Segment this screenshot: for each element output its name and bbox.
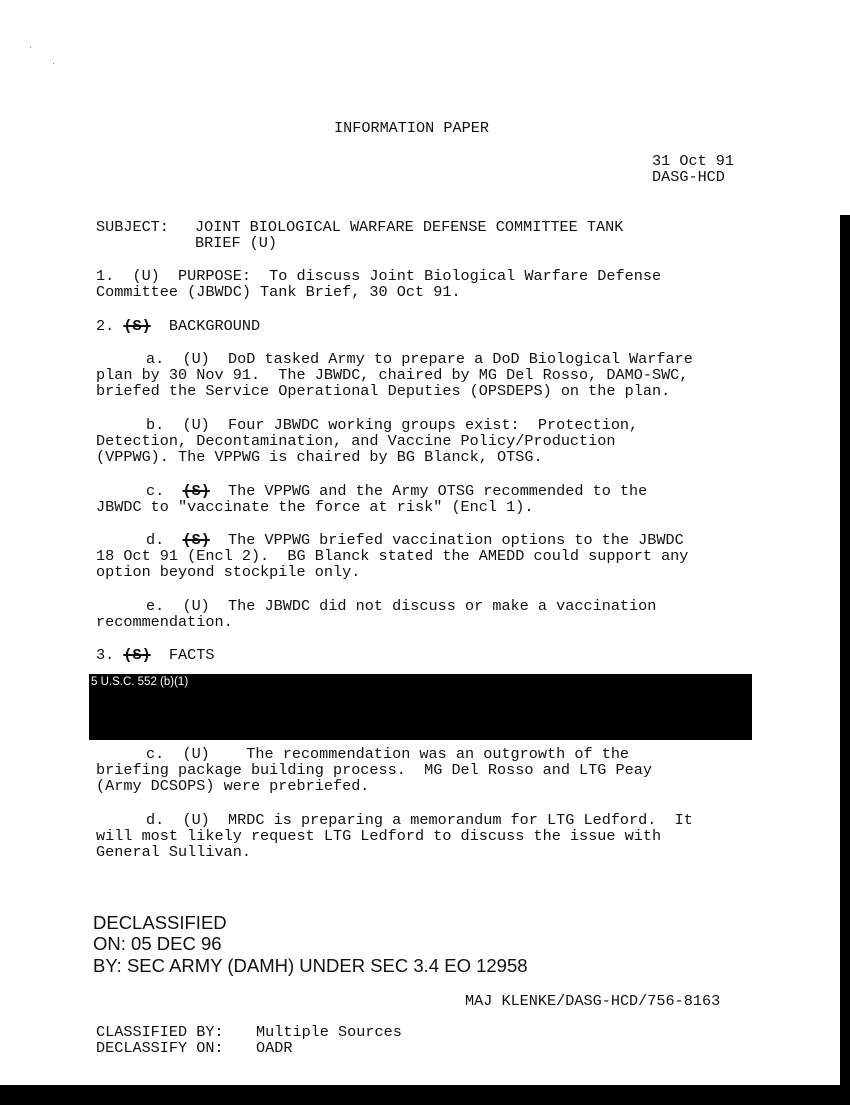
paragraph-line: plan by 30 Nov 91. The JBWDC, chaired by MG Del Rosso, DAMO-SWC, — [96, 366, 689, 384]
paragraph-line: briefed the Service Operational Deputies (OPSDEPS) on the plan. — [96, 382, 671, 400]
scan-edge-right — [840, 215, 850, 1105]
declassified-stamp-line: BY: SEC ARMY (DAMH) UNDER SEC 3.4 EO 12958 — [93, 955, 528, 976]
declassify-on-label: DECLASSIFY ON: — [96, 1039, 224, 1057]
paragraph-line: 18 Oct 91 (Encl 2). BG Blanck stated the AMEDD could support any — [96, 547, 689, 565]
subject-line: JOINT BIOLOGICAL WARFARE DEFENSE COMMITTEE TANK — [195, 218, 624, 236]
paragraph-line: General Sullivan. — [96, 843, 251, 861]
scan-speck — [30, 47, 31, 48]
section-heading-text: FACTS — [168, 646, 215, 664]
office-symbol: DASG-HCD — [652, 168, 725, 186]
struck-classification-marking: (S) — [123, 317, 151, 335]
paragraph-text: The VPPWG briefed vaccination options to the JBWDC — [209, 531, 684, 549]
paragraph-line: a. (U) DoD tasked Army to prepare a DoD Biological Warfare — [146, 350, 693, 368]
paragraph-line: JBWDC to "vaccinate the force at risk" (Encl 1). — [96, 498, 534, 516]
paragraph-prefix: d. — [146, 531, 183, 549]
declassified-stamp-line: DECLASSIFIED — [93, 912, 227, 933]
redaction-block — [89, 674, 752, 740]
paragraph-line: (Army DCSOPS) were prebriefed. — [96, 777, 370, 795]
paragraph-line: (VPPWG). The VPPWG is chaired by BG Blanck, OTSG. — [96, 448, 543, 466]
author-line: MAJ KLENKE/DASG-HCD/756-8163 — [465, 992, 721, 1010]
paragraph-line: briefing package building process. MG Del Rosso and LTG Peay — [96, 761, 652, 779]
paragraph-line: recommendation. — [96, 613, 233, 631]
paragraph-line: will most likely request LTG Ledford to discuss the issue with — [96, 827, 662, 845]
section-heading-background — [96, 318, 260, 335]
declassified-stamp-line: ON: 05 DEC 96 — [93, 933, 222, 954]
scan-speck — [53, 63, 54, 64]
scan-edge-bottom — [0, 1085, 850, 1105]
section-heading-text: BACKGROUND — [168, 317, 261, 335]
paragraph-line: c. (U) The recommendation was an outgrowth of the — [146, 745, 630, 763]
document-title: INFORMATION PAPER — [334, 119, 489, 137]
purpose-line: 1. (U) PURPOSE: To discuss Joint Biological Warfare Defense — [96, 267, 662, 285]
subject-line: BRIEF (U) — [195, 234, 278, 252]
declassify-on-value: OADR — [256, 1039, 293, 1057]
struck-classification-marking: (S) — [182, 531, 210, 549]
paragraph-line: option beyond stockpile only. — [96, 563, 361, 581]
section-number: 3. — [96, 646, 124, 664]
redaction-exemption-label: 5 U.S.C. 552 (b)(1) — [91, 676, 189, 688]
document-date: 31 Oct 91 — [652, 152, 735, 170]
paragraph-line: Detection, Decontamination, and Vaccine Policy/Production — [96, 432, 616, 450]
paragraph-line: e. (U) The JBWDC did not discuss or make a vaccination — [146, 597, 657, 615]
classified-by-label: CLASSIFIED BY: — [96, 1023, 224, 1041]
struck-classification-marking: (S) — [123, 646, 151, 664]
classified-by-value: Multiple Sources — [256, 1023, 402, 1041]
struck-classification-marking: (S) — [182, 482, 210, 500]
paragraph-prefix: c. — [146, 482, 183, 500]
paragraph-text: The VPPWG and the Army OTSG recommended to the — [209, 482, 648, 500]
section-number: 2. — [96, 317, 124, 335]
subject-label: SUBJECT: — [96, 218, 169, 236]
paragraph-line: d. (U) MRDC is preparing a memorandum for LTG Ledford. It — [146, 811, 693, 829]
section-heading-facts — [96, 647, 215, 664]
paragraph-line: b. (U) Four JBWDC working groups exist: Protection, — [146, 416, 639, 434]
purpose-line: Committee (JBWDC) Tank Brief, 30 Oct 91. — [96, 283, 461, 301]
